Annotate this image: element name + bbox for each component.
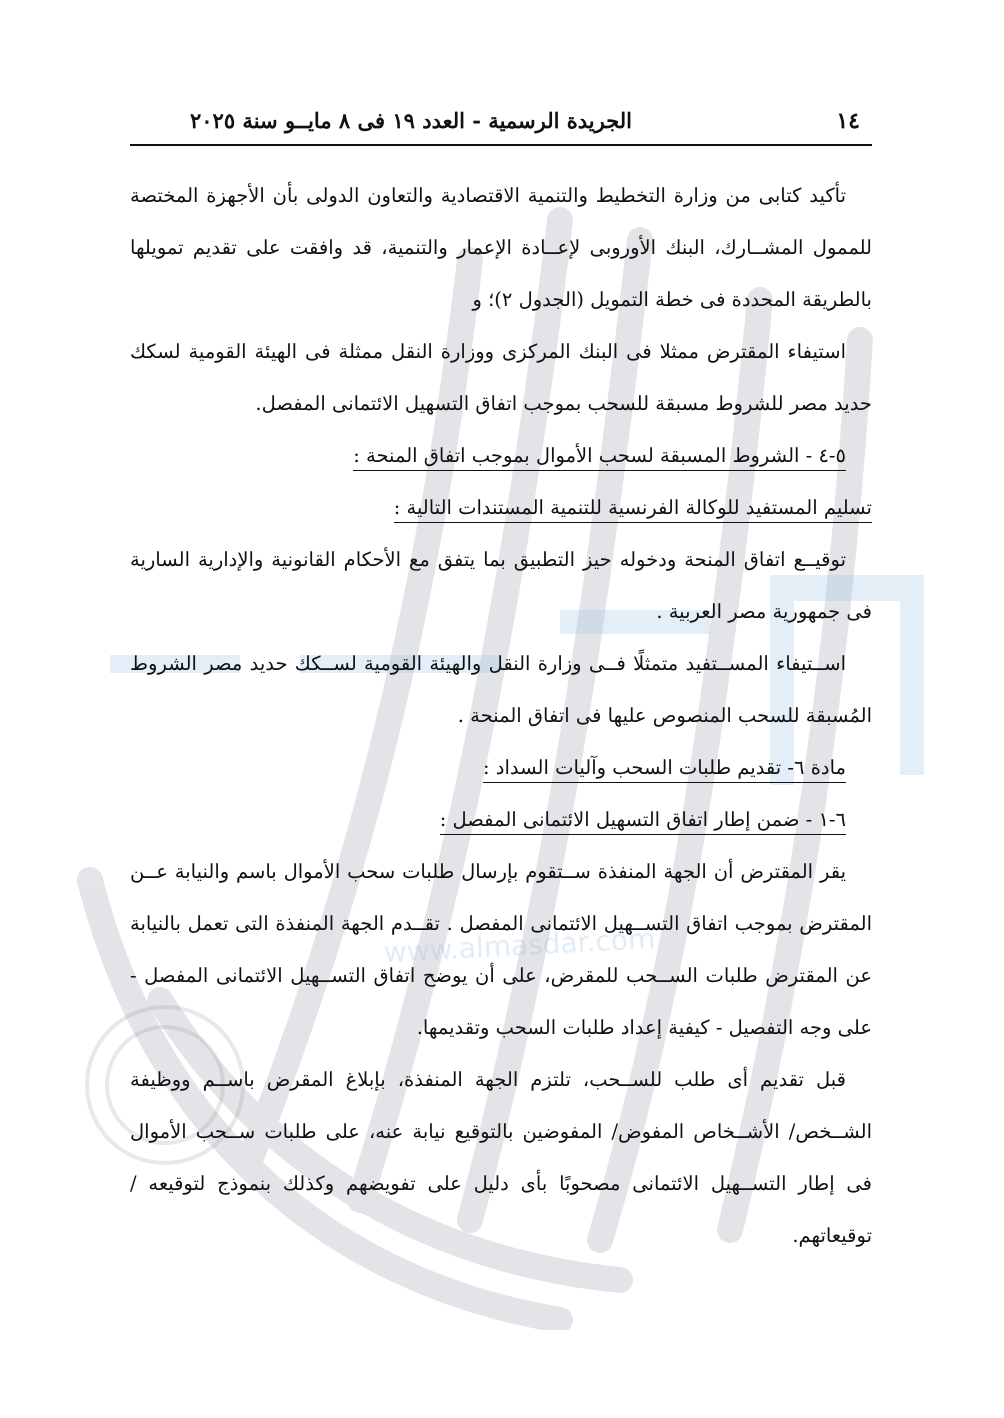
paragraph-2: استيفاء المقترض ممثلا فى البنك المركزى ووزارة النقل ممثلة فى الهيئة القومية لسكك حديد مصر للشروط مسبقة للسحب بموجب اتفاق التسهيل الائتمانى المفصل. <box>130 340 872 415</box>
article-6-heading <box>130 742 872 794</box>
page-header <box>130 108 872 146</box>
header-title: الجريدة الرسمية - العدد ١٩ فى ٨ مايــو سنة ٢٠٢٥ <box>190 108 633 133</box>
paragraph-1: تأكيد كتابى من وزارة التخطيط والتنمية الاقتصادية والتعاون الدولى بأن الأجهزة المختصة للممول المشــارك، البنك الأوروبى لإعــادة الإعمار والتنمية، قد وافقت على تقديم تمويلها بالطريقة المحددة فى خطة التمويل (الجدول ٢)؛ و <box>130 184 872 311</box>
page-number: ١٤ <box>836 108 860 134</box>
document-page <box>130 108 872 1262</box>
document-body <box>130 170 872 1262</box>
subheading-documents <box>130 482 872 534</box>
section-heading-6-1-text: ٦-١ - ضمن إطار اتفاق التسهيل الائتمانى المفصل : <box>440 808 846 835</box>
paragraph-3: توقيــع اتفاق المنحة ودخوله حيز التطبيق بما يتفق مع الأحكام القانونية والإدارية السارية فى جمهورية مصر العربية . <box>130 548 872 623</box>
section-heading-5-4-text: ٥-٤ - الشروط المسبقة لسحب الأموال بموجب اتفاق المنحة : <box>353 444 846 471</box>
section-heading-5-4 <box>130 430 872 482</box>
paragraph-5: يقر المقترض أن الجهة المنفذة ســتقوم بإرسال طلبات سحب الأموال باسم والنيابة عــن المقترض بموجب اتفاق التســهيل الائتمانى المفصل . تقــدم الجهة المنفذة التى تعمل بالنيابة عن المقترض طلبات الســحب للمقرض، على أن يوضح اتفاق التســهيل الائتمانى المفصل - على وجه التفصيل - كيفية إعداد طلبات السحب وتقديمها. <box>130 860 872 1039</box>
paragraph-4: اســتيفاء المســتفيد متمثلًا فــى وزارة النقل والهيئة القومية لســكك حديد مصر الشروط المُسبقة للسحب المنصوص عليها فى اتفاق المنحة . <box>130 652 872 727</box>
article-6-heading-text: مادة ٦- تقديم طلبات السحب وآليات السداد : <box>483 756 846 783</box>
subheading-documents-text: تسليم المستفيد للوكالة الفرنسية للتنمية المستندات التالية : <box>394 496 872 523</box>
watermark-url: www.almasdar.com <box>383 921 656 970</box>
section-heading-6-1 <box>130 794 872 846</box>
paragraph-6: قبل تقديم أى طلب للســحب، تلتزم الجهة المنفذة، بإبلاغ المقرض باســم ووظيفة الشــخص/ الأشــخاص المفوض/ المفوضين بالتوقيع نيابة عنه، على طلبات ســحب الأموال فى إطار التســهيل الائتمانى مصحوبًا بأى دليل على تفويضهم وكذلك بنموذج لتوقيعه / توقيعاتهم. <box>130 1068 872 1247</box>
